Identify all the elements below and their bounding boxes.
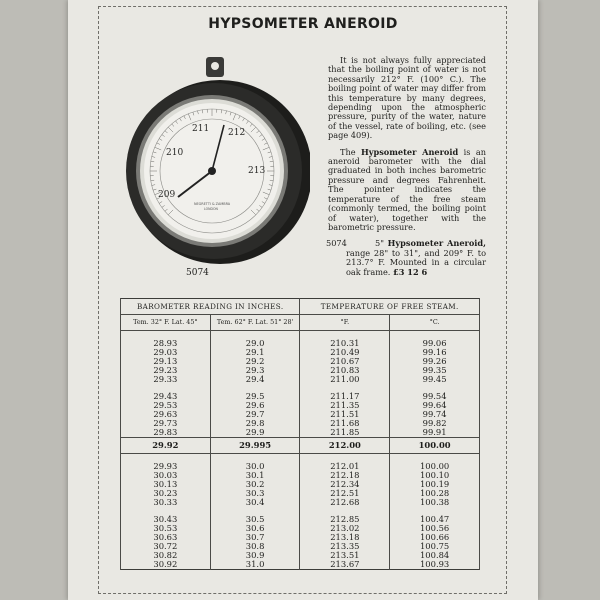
table-value: 29.33 [153,374,178,384]
table-value: 29.4 [245,374,265,384]
table-value: 213.51 [330,550,360,560]
table-value: 29.0 [245,338,265,348]
table-value: 100.75 [419,541,450,551]
table-value: 29.23 [153,365,178,375]
table-row-group [121,507,480,570]
table-value: 30.63 [153,532,178,542]
catalogue-page [68,0,538,600]
table-value: 99.74 [422,409,447,419]
table-cell [121,454,211,508]
table-cell [121,507,211,570]
table-cell [300,331,390,385]
description-paragraph: The Hypsometer Aneroid is an aneroid barometer with the dial graduated in both inches barometric pressure and degrees Fahrenheit. The pointer indicates the temperature of the free steam (commonly termed, the boiling point of water), together with the barometric pressure. [328,146,486,232]
table-value: 29.1 [245,347,265,357]
table-value: 212.01 [330,461,360,471]
dial-number: 209 [158,190,176,200]
table-value: 211.68 [330,418,360,428]
readings-table [120,298,480,570]
table-value: 30.33 [153,497,178,507]
column-header: °F. [300,315,390,331]
table-value: 29.3 [245,365,265,375]
table-value: 30.43 [153,514,178,524]
table-value: 210.67 [330,356,360,366]
table-value: 30.2 [245,479,265,489]
table-value: 30.23 [153,488,178,498]
hanging-hole [211,62,219,70]
table-value: 212.51 [330,488,360,498]
table-value: 29.8 [245,418,265,428]
table-value: 30.92 [153,559,178,569]
table-row-group [121,331,480,385]
table-value: 29.53 [153,400,178,410]
table-value: 30.03 [153,470,178,480]
table-value: 100.38 [419,497,450,507]
column-header: °C. [390,315,480,331]
table-value: 210.31 [330,338,360,348]
table-value: 29.7 [245,409,265,419]
intro-paragraph: It is not always fully appreciated that the boiling point of water is not necessarily 212° F. (100° C.). The boiling point of water may differ from this temperature by many degrees, depending upon the atmospheric pressure, purity of the water, nature of the vessel, rate of boiling, etc. (see page 409). [328,55,486,141]
table-cell [390,507,480,570]
table-value: 100.66 [419,532,450,542]
table-value: 99.91 [422,427,447,437]
table-cell: 100.00 [390,438,480,454]
dial-maker-city: LONDON [204,207,218,211]
catalogue-number: 5074 [326,238,347,249]
table-value: 100.19 [419,479,450,489]
table-cell [210,454,300,508]
table-value: 212.18 [330,470,360,480]
table-cell [390,384,480,438]
standard-boiling-point-row [121,438,480,454]
table-value: 99.82 [422,418,447,428]
table-value: 212.68 [330,497,360,507]
table-cell [300,384,390,438]
table-value: 211.17 [330,391,360,401]
table-cell [210,384,300,438]
table-value: 28.93 [153,338,178,348]
dial-number: 211 [192,124,210,134]
table-value: 211.35 [330,400,360,410]
table-value: 30.6 [245,523,265,533]
table-cell: 212.00 [300,438,390,454]
table-value: 30.7 [245,532,265,542]
dial-number: 212 [228,128,246,138]
table-value: 100.00 [419,461,450,471]
page-title: HYPSOMETER ANEROID [208,16,398,32]
table-cell [210,507,300,570]
table-value: 30.9 [245,550,265,560]
table-value: 213.18 [330,532,360,542]
table-group-header-row [121,299,480,315]
dial-number: 213 [248,166,266,176]
table-cell: 29.995 [210,438,300,454]
table-cell [390,331,480,385]
hypsometer-aneroid-illustration [120,55,310,275]
column-header: Tem. 62° F. Lat. 51° 28' [210,315,300,331]
temperature-header: TEMPERATURE OF FREE STEAM. [300,299,480,315]
table-value: 29.13 [153,356,178,366]
table-value: 100.93 [419,559,450,569]
table-cell [390,454,480,508]
table-value: 30.72 [153,541,178,551]
table-value: 29.43 [153,391,178,401]
table-cell [121,331,211,385]
table-cell [121,384,211,438]
table-value: 99.06 [422,338,447,348]
table-value: 99.16 [422,347,447,357]
table-value: 30.5 [245,514,265,524]
catalogue-entry: 5074 5" Hypsometer Aneroid, range 28" to 31", and 209° F. to 213.7° F. Mounted in a circular oak frame. £3 12 6 [326,238,486,277]
table-value: 29.5 [245,391,265,401]
table-value: 212.85 [330,514,360,524]
table-value: 100.10 [419,470,450,480]
table-value: 29.63 [153,409,178,419]
table-value: 211.00 [330,374,360,384]
table-value: 31.0 [245,559,265,569]
table-value: 30.3 [245,488,265,498]
figure-number: 5074 [186,268,209,278]
product-name: Hypsometer Aneroid [360,146,459,157]
table-value: 29.6 [245,400,265,410]
table-cell [300,507,390,570]
table-value: 99.26 [422,356,447,366]
barometer-header: BAROMETER READING IN INCHES. [121,299,300,315]
table-value: 29.73 [153,418,178,428]
table-value: 30.0 [245,461,265,471]
table-cell [210,331,300,385]
table-value: 213.35 [330,541,360,551]
column-header: Tem. 32° F. Lat. 45° [121,315,211,331]
table-value: 99.35 [422,365,447,375]
table-value: 212.34 [330,479,360,489]
table-cell [300,454,390,508]
table-row-group [121,454,480,508]
table-value: 100.28 [419,488,450,498]
table-cell: 29.92 [121,438,211,454]
table-value: 100.47 [419,514,450,524]
table-value: 99.54 [422,391,447,401]
table-value: 211.85 [330,427,360,437]
table-value: 211.51 [330,409,360,419]
table-value: 30.8 [245,541,265,551]
table-value: 100.84 [419,550,450,560]
table-value: 29.9 [245,427,265,437]
table-value: 99.45 [422,374,447,384]
table-value: 29.2 [245,356,265,366]
table-value: 213.02 [330,523,360,533]
table-value: 29.03 [153,347,178,357]
table-sub-header-row [121,315,480,331]
table-value: 213.67 [330,559,360,569]
table-value: 210.83 [330,365,360,375]
table-value: 30.82 [153,550,178,560]
table-value: 30.4 [245,497,265,507]
table-value: 29.83 [153,427,178,437]
table-value: 29.93 [153,461,178,471]
table-value: 30.1 [245,470,265,480]
table-value: 30.13 [153,479,178,489]
table-row-group [121,384,480,438]
dial-maker-name: NEGRETTI & ZAMBRA [194,202,231,206]
dial-number: 210 [166,148,184,158]
pointer-hub [208,167,216,175]
table-value: 30.53 [153,523,178,533]
price: £3 12 6 [393,266,428,277]
description-column [328,56,486,284]
table-value: 100.56 [419,523,450,533]
table-value: 99.64 [422,400,447,410]
table-value: 210.49 [330,347,360,357]
